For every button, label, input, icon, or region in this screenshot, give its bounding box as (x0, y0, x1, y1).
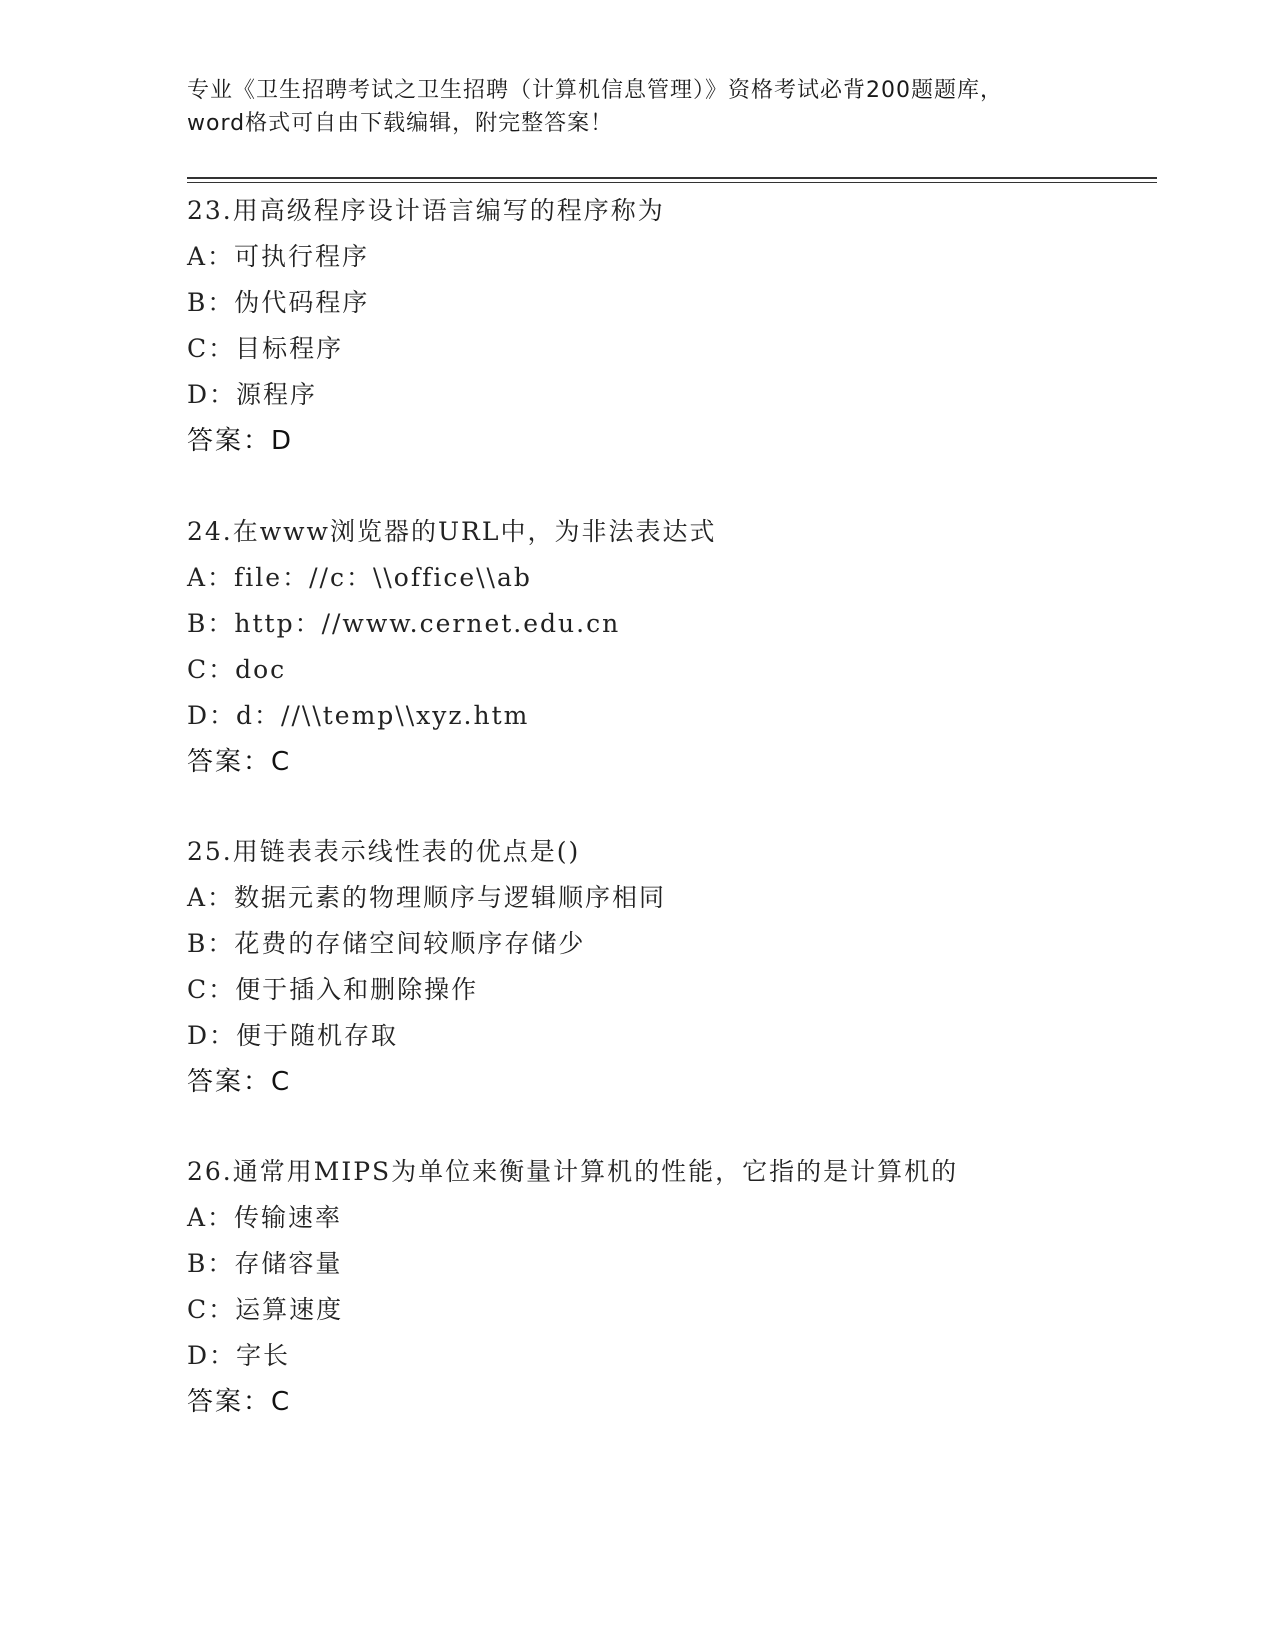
header-divider-thin (187, 182, 1157, 183)
question-25 (187, 829, 1187, 1105)
question-23 (187, 188, 1187, 464)
header-line-1: 专业《卫生招聘考试之卫生招聘（计算机信息管理）》资格考试必背200题题库， (187, 78, 1003, 103)
question-stem: 26.通常用MIPS为单位来衡量计算机的性能，它指的是计算机的 (187, 1157, 959, 1186)
option-a: A：file：//c：\\office\\ab (187, 563, 532, 592)
option-d: D：字长 (187, 1341, 291, 1370)
answer-line: 答案：D (187, 426, 294, 456)
question-24 (187, 509, 1187, 785)
option-b: B：存储容量 (187, 1249, 343, 1278)
option-a: A：传输速率 (187, 1203, 343, 1232)
question-26 (187, 1149, 1187, 1425)
option-b: B：http：//www.cernet.edu.cn (187, 609, 621, 638)
option-c: C：目标程序 (187, 334, 344, 363)
option-d: D：d：//\\temp\\xyz.htm (187, 701, 530, 730)
option-c: C：doc (187, 655, 287, 684)
answer-line: 答案：C (187, 1067, 292, 1097)
question-stem: 23.用高级程序设计语言编写的程序称为 (187, 196, 665, 225)
question-stem: 24.在www浏览器的URL中，为非法表达式 (187, 517, 717, 546)
option-c: C：便于插入和删除操作 (187, 975, 479, 1004)
option-c: C：运算速度 (187, 1295, 344, 1324)
answer-line: 答案：C (187, 747, 292, 777)
header-divider-thick (187, 177, 1157, 179)
option-a: A：可执行程序 (187, 242, 370, 271)
option-b: B：花费的存储空间较顺序存储少 (187, 929, 586, 958)
question-stem: 25.用链表表示线性表的优点是() (187, 837, 581, 866)
option-d: D：源程序 (187, 380, 318, 409)
option-d: D：便于随机存取 (187, 1021, 399, 1050)
document-header (187, 74, 1087, 140)
answer-line: 答案：C (187, 1387, 292, 1417)
option-a: A：数据元素的物理顺序与逻辑顺序相同 (187, 883, 667, 912)
header-line-2: word格式可自由下载编辑，附完整答案！ (187, 111, 614, 136)
option-b: B：伪代码程序 (187, 288, 370, 317)
